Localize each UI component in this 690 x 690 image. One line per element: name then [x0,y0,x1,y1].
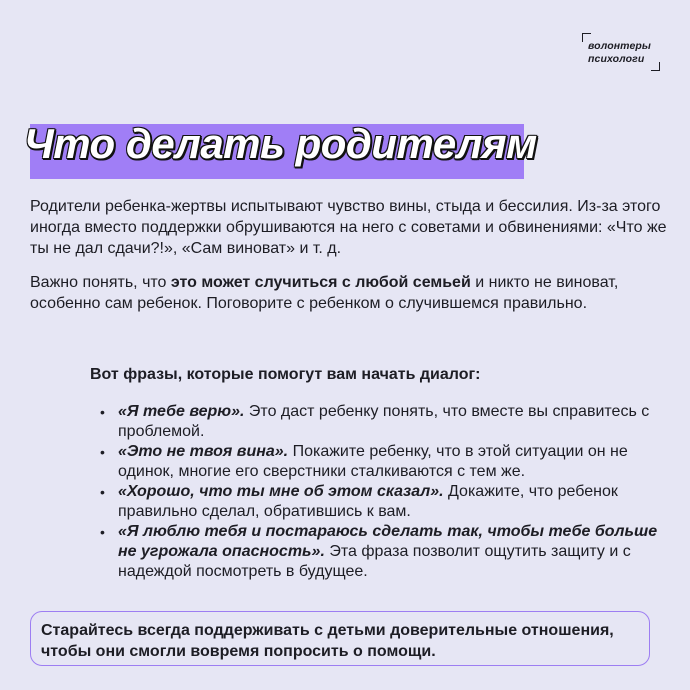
list-item [100,522,660,582]
phrase-quote: «Я люблю тебя и постараюсь сделать так, чтобы тебе больше не угрожала опасность». [118,523,658,560]
logo-line-1: волонтеры [588,40,651,52]
phrases-heading: Вот фразы, которые помогут вам начать диалог: [90,366,481,383]
callout-text: Старайтесь всегда поддерживать с детьми доверительные отношения, чтобы они смогли вовремя попросить о помощи. [41,622,614,660]
intro-p2-bold: это может случиться с любой семьей [170,274,471,291]
intro-p2-before: Важно понять, что [30,274,171,291]
list-item [100,442,660,482]
intro-paragraph-1: Родители ребенка-жертвы испытывают чувство вины, стыда и бессилия. Из-за этого иногда вместо поддержки обрушиваются на него с советами и обвинениями: «Что же ты не дал сдачи?!», «Сам виноват» и т. д. [30,198,667,257]
phrase-text: Покажите ребенку, что в этой ситуации он не одинок, многие его сверстники сталкиваются с тем же. [118,443,628,480]
phrase-quote: «Я тебе верю». [118,403,245,420]
phrase-quote: «Это не твоя вина». [118,443,289,460]
logo-line-2: психологи [588,53,645,65]
page-title: Что делать родителям [24,120,537,167]
intro-p2-after: и никто не виноват, особенно сам ребенок. Поговорите с ребенком о случившемся правильно. [30,274,619,312]
phrase-text: Эта фраза позволит ощутить защиту и с надеждой посмотреть в будущее. [118,543,631,580]
brand-logo [582,33,660,71]
phrases-list [100,402,660,582]
phrase-text: Докажите, что ребенок правильно сделал, обратившись к вам. [118,483,618,520]
list-item [100,482,660,522]
logo-corner-bottom-right [651,62,660,71]
intro-paragraph-2 [30,272,670,314]
phrase-quote: «Хорошо, что ты мне об этом сказал». [118,483,444,500]
phrase-text: Это даст ребенку понять, что вместе вы справитесь с проблемой. [118,403,650,440]
list-item [100,402,660,442]
